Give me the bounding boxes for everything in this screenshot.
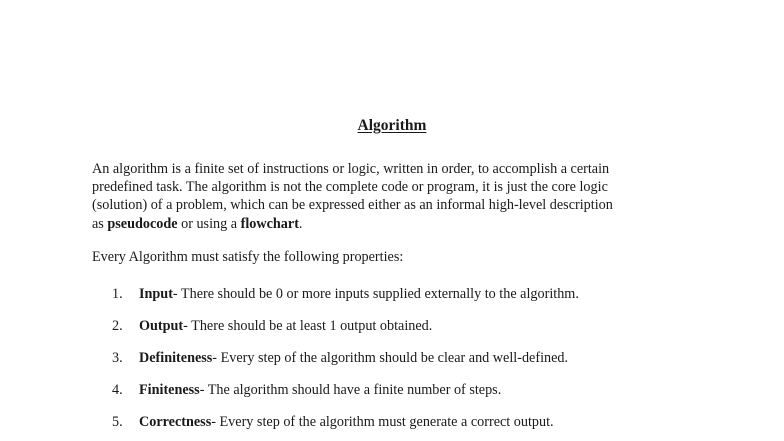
- property-text: [139, 413, 554, 431]
- property-description: - The algorithm should have a finite number of steps.: [199, 382, 502, 398]
- property-description: - There should be 0 or more inputs supplied externally to the algorithm.: [172, 286, 579, 302]
- intro-line-4-suffix: .: [298, 215, 303, 232]
- property-description: - There should be at least 1 output obtained.: [183, 318, 433, 334]
- property-number: 4.: [112, 382, 123, 398]
- property-term: Finiteness: [139, 382, 200, 398]
- properties-intro: Every Algorithm must satisfy the following properties:: [92, 249, 404, 265]
- property-term: Correctness: [139, 414, 212, 430]
- intro-line-3: (solution) of a problem, which can be expressed either as an informal high-level description: [92, 197, 613, 214]
- intro-line-2: predefined task. The algorithm is not the complete code or program, it is just the core logic: [92, 179, 608, 196]
- property-term: Output: [139, 318, 184, 334]
- property-number: 1.: [112, 286, 123, 302]
- property-number: 3.: [112, 350, 123, 366]
- property-term: Input: [139, 286, 173, 302]
- property-text: [139, 285, 579, 303]
- property-number: 2.: [112, 318, 123, 334]
- flowchart-term: flowchart: [240, 215, 299, 232]
- intro-line-4-prefix: as: [92, 215, 108, 232]
- property-number: 5.: [112, 414, 123, 430]
- property-text: [139, 349, 568, 367]
- pseudocode-term: pseudocode: [107, 215, 178, 232]
- intro-line-1: An algorithm is a finite set of instructions or logic, written in order, to accomplish a certain: [92, 161, 610, 177]
- property-description: - Every step of the algorithm must generate a correct output.: [211, 414, 554, 430]
- property-text: [139, 381, 501, 399]
- intro-line-4-middle: or using a: [177, 215, 241, 232]
- intro-paragraph: [92, 160, 692, 233]
- property-description: - Every step of the algorithm should be clear and well-defined.: [212, 350, 569, 366]
- document-title: Algorithm: [357, 117, 427, 134]
- intro-line-4: [92, 215, 692, 233]
- property-text: [139, 317, 432, 335]
- property-term: Definiteness: [139, 350, 213, 366]
